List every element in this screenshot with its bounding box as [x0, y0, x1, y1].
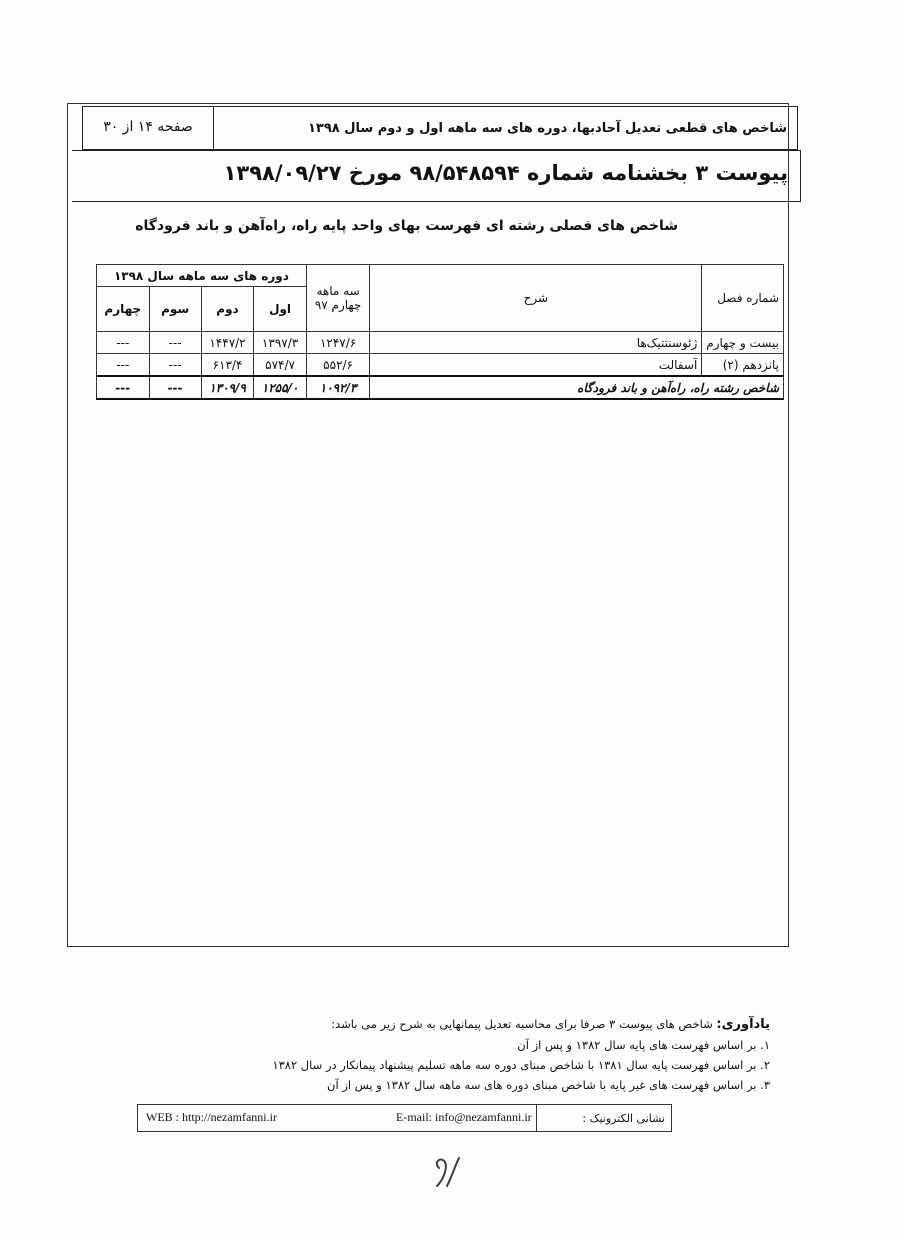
cell-q1: ۱۳۹۷/۳ — [254, 332, 307, 354]
col-q2-header: دوم — [201, 287, 254, 332]
section-title: شاخص های فصلی رشته ای فهرست بهای واحد پایه راه، راه‌آهن و باند فرودگاه — [135, 218, 678, 234]
cell-chapter: پانزدهم (۲) — [702, 354, 784, 377]
cell-chapter: بیست و چهارم — [702, 332, 784, 354]
notes-intro-text: شاخص های پیوست ۳ صرفا برای محاسبه تعدیل پیمانهایی به شرح زیر می باشد: — [331, 1017, 713, 1031]
col-group-1398-header: دوره های سه ماهه سال ۱۳۹۸ — [97, 265, 307, 287]
cell-q2: ۱۴۴۷/۲ — [201, 332, 254, 354]
col-q1-header: اول — [254, 287, 307, 332]
total-q1: ۱۲۵۵/۰ — [254, 376, 307, 399]
cell-q4: --- — [97, 332, 150, 354]
cell-q4-97: ۱۲۴۷/۶ — [306, 332, 369, 354]
col-q3-header: سوم — [149, 287, 201, 332]
notes-section — [230, 1014, 770, 1095]
table-total-row — [97, 376, 784, 399]
appendix-title: پیوست ۳ بخشنامه شماره ۹۸/۵۴۸۵۹۴ مورخ ۱۳۹۸/۰۹/۲۷ — [72, 150, 801, 202]
document-header — [82, 106, 798, 150]
notes-item: ۲. بر اساس فهرست پایه سال ۱۳۸۱ با شاخص مبنای دوره سه ماهه تسلیم پیشنهاد پیمانکار در سال ۱۳۸۲ — [272, 1058, 770, 1072]
cell-q2: ۶۱۳/۴ — [201, 354, 254, 377]
handwritten-mark — [425, 1150, 475, 1190]
email-link[interactable]: E-mail: info@nezamfanni.ir — [396, 1110, 532, 1124]
col-description-header: شرح — [370, 265, 702, 332]
cell-q4-97: ۵۵۲/۶ — [306, 354, 369, 377]
total-q3: --- — [149, 376, 201, 399]
notes-item: ۱. بر اساس فهرست های پایه سال ۱۳۸۲ و پس از آن — [517, 1038, 770, 1052]
total-q4-97: ۱۰۹۲/۳ — [306, 376, 369, 399]
table-row — [97, 354, 784, 377]
notes-label: یادآوری: — [716, 1017, 770, 1032]
header-title: شاخص های قطعی تعدیل آحادبها، دوره های سه ماهه اول و دوم سال ۱۳۹۸ — [307, 121, 787, 136]
cell-description: ژئوسنتتیک‌ها — [370, 332, 702, 354]
col-q4-header: چهارم — [97, 287, 150, 332]
col-q4-97-header: سه ماهه چهارم ۹۷ — [306, 265, 369, 332]
index-table — [96, 264, 784, 400]
website-link[interactable]: WEB : http://nezamfanni.ir — [146, 1110, 277, 1124]
total-q4: --- — [97, 376, 150, 399]
cell-q4: --- — [97, 354, 150, 377]
cell-description: آسفالت — [370, 354, 702, 377]
cell-q1: ۵۷۴/۷ — [254, 354, 307, 377]
contact-label: نشانی الکترونیک : — [536, 1105, 671, 1131]
cell-q3: --- — [149, 354, 201, 377]
page-number: صفحه ۱۴ از ۳۰ — [83, 107, 214, 149]
notes-item: ۳. بر اساس فهرست های غیر پایه با شاخص مبنای دوره های سه ماهه سال ۱۳۸۲ و پس از آن — [327, 1078, 770, 1092]
contact-footer — [137, 1104, 672, 1132]
total-q2: ۱۳۰۹/۹ — [201, 376, 254, 399]
notes-intro — [230, 1014, 770, 1035]
total-description: شاخص رشته راه، راه‌آهن و باند فرودگاه — [370, 376, 784, 399]
cell-q3: --- — [149, 332, 201, 354]
table-row — [97, 332, 784, 354]
col-chapter-header: شماره فصل — [702, 265, 784, 332]
